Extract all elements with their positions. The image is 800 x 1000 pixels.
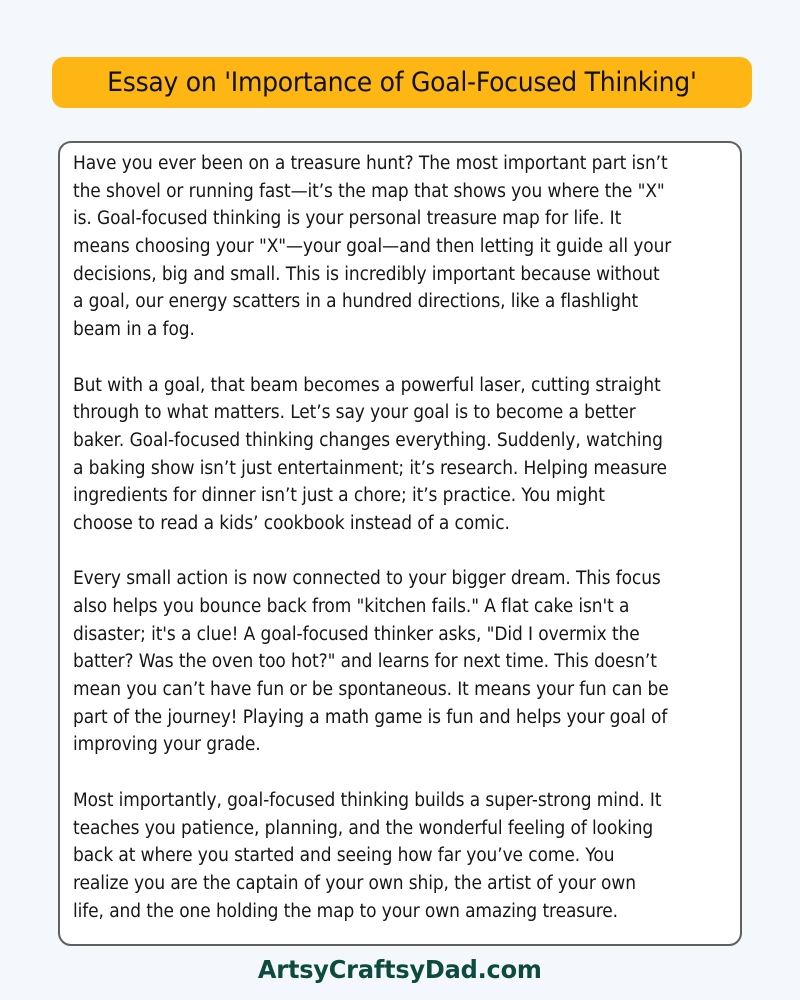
essay-line: decisions, big and small. This is incredibly important because without — [73, 263, 660, 285]
footer-brand — [0, 955, 800, 984]
page-title: Essay on 'Importance of Goal-Focused Thinking' — [107, 67, 697, 98]
essay-line: back at where you started and seeing how far you’ve come. You — [73, 845, 615, 867]
essay-line: Most importantly, goal-focused thinking builds a super-strong mind. It — [73, 789, 662, 811]
essay-line: choose to read a kids’ cookbook instead of a comic. — [73, 512, 510, 534]
essay-line: through to what matters. Let’s say your goal is to become a better — [73, 402, 636, 424]
essay-line: batter? Was the oven too hot?" and learns for next time. This doesn’t — [73, 651, 657, 673]
essay-line: improving your grade. — [73, 734, 261, 756]
essay-line: Have you ever been on a treasure hunt? The most important part isn’t — [73, 153, 668, 174]
brand-name: ArtsyCraftsyDad.com — [258, 955, 542, 984]
essay-paragraph-1 — [73, 150, 733, 344]
essay-line: is. Goal-focused thinking is your personal treasure map for life. It — [73, 208, 622, 230]
essay-line: a goal, our energy scatters in a hundred directions, like a flashlight — [73, 291, 639, 313]
essay-line: But with a goal, that beam becomes a powerful laser, cutting straight — [73, 374, 661, 396]
essay-line: life, and the one holding the map to your own amazing treasure. — [73, 900, 618, 922]
essay-line: beam in a fog. — [73, 319, 195, 341]
essay-line: means choosing your "X"—your goal—and then letting it guide all your — [73, 236, 672, 258]
essay-line: teaches you patience, planning, and the wonderful feeling of looking — [73, 817, 654, 839]
essay-paragraph-4 — [73, 787, 733, 925]
essay-line: part of the journey! Playing a math game is fun and helps your goal of — [73, 706, 668, 728]
title-banner — [52, 57, 752, 108]
essay-line: realize you are the captain of your own ship, the artist of your own — [73, 872, 636, 894]
essay-paragraph-2 — [73, 372, 733, 538]
essay-line: also helps you bounce back from "kitchen fails." A flat cake isn't a — [73, 596, 630, 617]
essay-box — [58, 141, 742, 946]
essay-line: a baking show isn’t just entertainment; it’s research. Helping measure — [73, 457, 667, 479]
essay-line: mean you can’t have fun or be spontaneous. It means your fun can be — [73, 679, 669, 701]
essay-line: disaster; it's a clue! A goal-focused thinker asks, "Did I overmix the — [73, 623, 640, 645]
essay-line: baker. Goal-focused thinking changes everything. Suddenly, watching — [73, 429, 663, 451]
essay-line: ingredients for dinner isn’t just a chore; it’s practice. You might — [73, 485, 605, 507]
essay-line: Every small action is now connected to your bigger dream. This focus — [73, 568, 661, 590]
essay-paragraph-3 — [73, 565, 733, 759]
essay-line: the shovel or running fast—it’s the map that shows you where the "X" — [73, 180, 665, 202]
essay-content — [73, 150, 733, 953]
